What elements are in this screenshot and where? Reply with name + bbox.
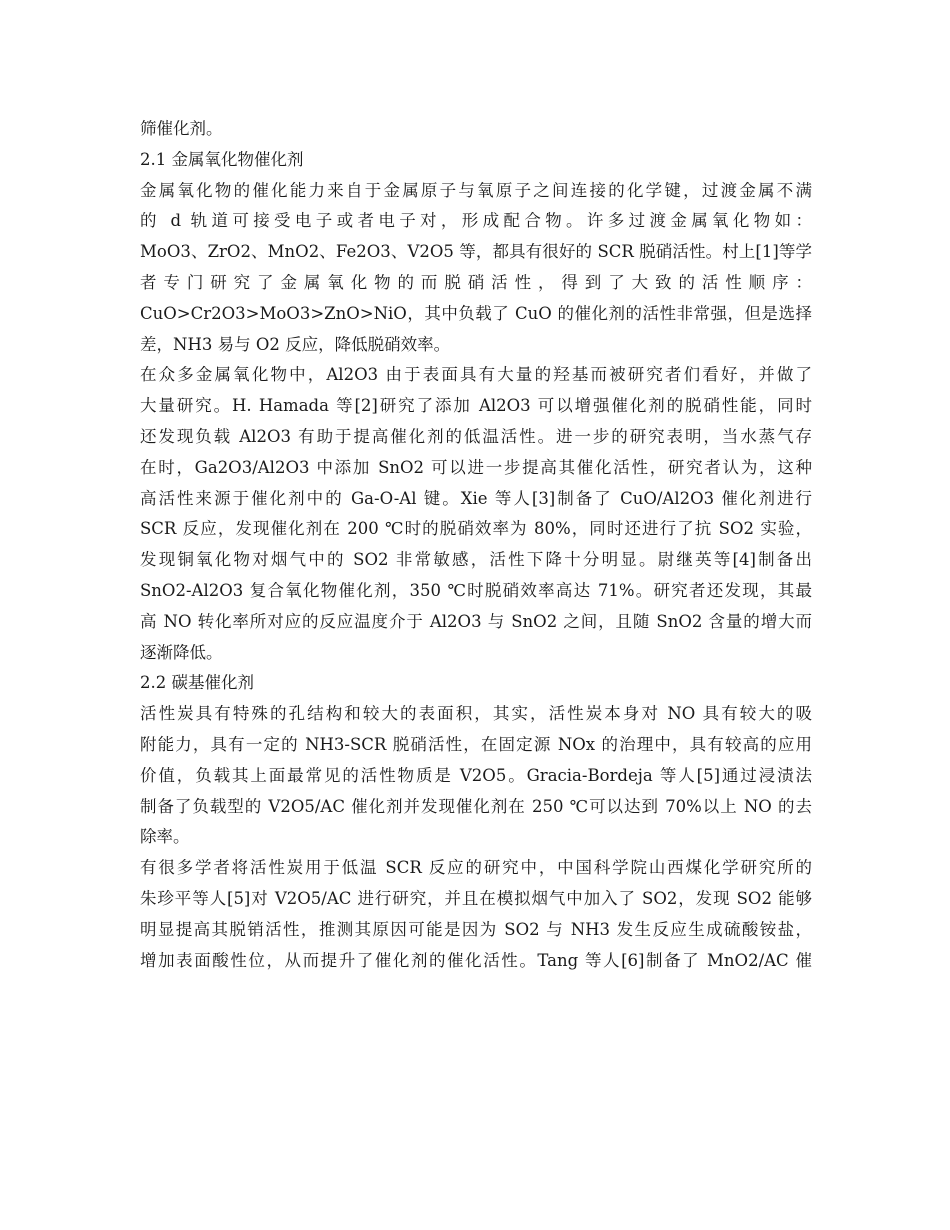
text-line: 明显提高其脱销活性，推测其原因可能是因为 SO2 与 NH3 发生反应生成硫酸铵盐， bbox=[140, 919, 812, 939]
text-line: 逐渐降低。 bbox=[140, 642, 223, 662]
text-line: 金属氧化物的催化能力来自于金属原子与氧原子之间连接的化学键，过渡金属不满 bbox=[140, 180, 812, 200]
text-line: 朱珍平等人[5]对 V2O5/AC 进行研究，并且在模拟烟气中加入了 SO2，发现 SO2 能够 bbox=[140, 888, 812, 908]
section-heading: 2.1 金属氧化物催化剂 bbox=[140, 149, 304, 169]
text-line: 大量研究。H. Hamada 等[2]研究了添加 Al2O3 可以增强催化剂的脱硝性能，同时 bbox=[140, 396, 812, 416]
text-line: SnO2-Al2O3 复合氧化物催化剂，350 ℃时脱硝效率高达 71%。研究者还发现，其最 bbox=[140, 580, 812, 600]
text-line: 增加表面酸性位，从而提升了催化剂的催化活性。Tang 等人[6]制备了 MnO2/AC 催 bbox=[140, 950, 812, 970]
text-line: 制备了负载型的 V2O5/AC 催化剂并发现催化剂在 250 ℃可以达到 70%以上 NO 的去 bbox=[140, 796, 812, 816]
document-body bbox=[140, 114, 812, 976]
text-line: 在时，Ga2O3/Al2O3 中添加 SnO2 可以进一步提高其催化活性，研究者认为，这种 bbox=[140, 457, 812, 477]
text-line: 在众多金属氧化物中，Al2O3 由于表面具有大量的羟基而被研究者们看好，并做了 bbox=[140, 365, 812, 385]
text-line: 有很多学者将活性炭用于低温 SCR 反应的研究中，中国科学院山西煤化学研究所的 bbox=[140, 858, 812, 878]
text-line: 高活性来源于催化剂中的 Ga-O-Al 键。Xie 等人[3]制备了 CuO/Al2O3 催化剂进行 bbox=[140, 488, 812, 508]
text-line: 的 d 轨道可接受电子或者电子对，形成配合物。许多过渡金属氧化物如： bbox=[140, 211, 812, 231]
text-line: SCR 反应，发现催化剂在 200 ℃时的脱硝效率为 80%，同时还进行了抗 SO2 实验， bbox=[140, 519, 812, 539]
text-line: 筛催化剂。 bbox=[140, 119, 223, 138]
text-line: 活性炭具有特殊的孔结构和较大的表面积，其实，活性炭本身对 NO 具有较大的吸 bbox=[140, 704, 812, 724]
text-line: 发现铜氧化物对烟气中的 SO2 非常敏感，活性下降十分明显。尉继英等[4]制备出 bbox=[140, 550, 812, 570]
text-line: CuO>Cr2O3>MoO3>ZnO>NiO，其中负载了 CuO 的催化剂的活性非常强，但是选择 bbox=[140, 303, 812, 323]
text-line: MoO3、ZrO2、MnO2、Fe2O3、V2O5 等，都具有很好的 SCR 脱硝活性。村上[1]等学 bbox=[140, 242, 812, 262]
text-line: 者专门研究了金属氧化物的而脱硝活性，得到了大致的活性顺序： bbox=[140, 272, 812, 292]
text-line: 价值，负载其上面最常见的活性物质是 V2O5。Gracia-Bordeja 等人[5]通过浸渍法 bbox=[140, 765, 812, 785]
text-line: 附能力，具有一定的 NH3-SCR 脱硝活性，在固定源 NOx 的治理中，具有较高的应用 bbox=[140, 734, 812, 754]
text-line: 除率。 bbox=[140, 827, 190, 847]
text-line: 差，NH3 易与 O2 反应，降低脱硝效率。 bbox=[140, 334, 451, 354]
text-line: 还发现负载 Al2O3 有助于提高催化剂的低温活性。进一步的研究表明，当水蒸气存 bbox=[140, 426, 812, 446]
section-heading: 2.2 碳基催化剂 bbox=[140, 673, 254, 693]
text-line: 高 NO 转化率所对应的反应温度介于 Al2O3 与 SnO2 之间，且随 SnO2 含量的增大而 bbox=[140, 611, 812, 631]
